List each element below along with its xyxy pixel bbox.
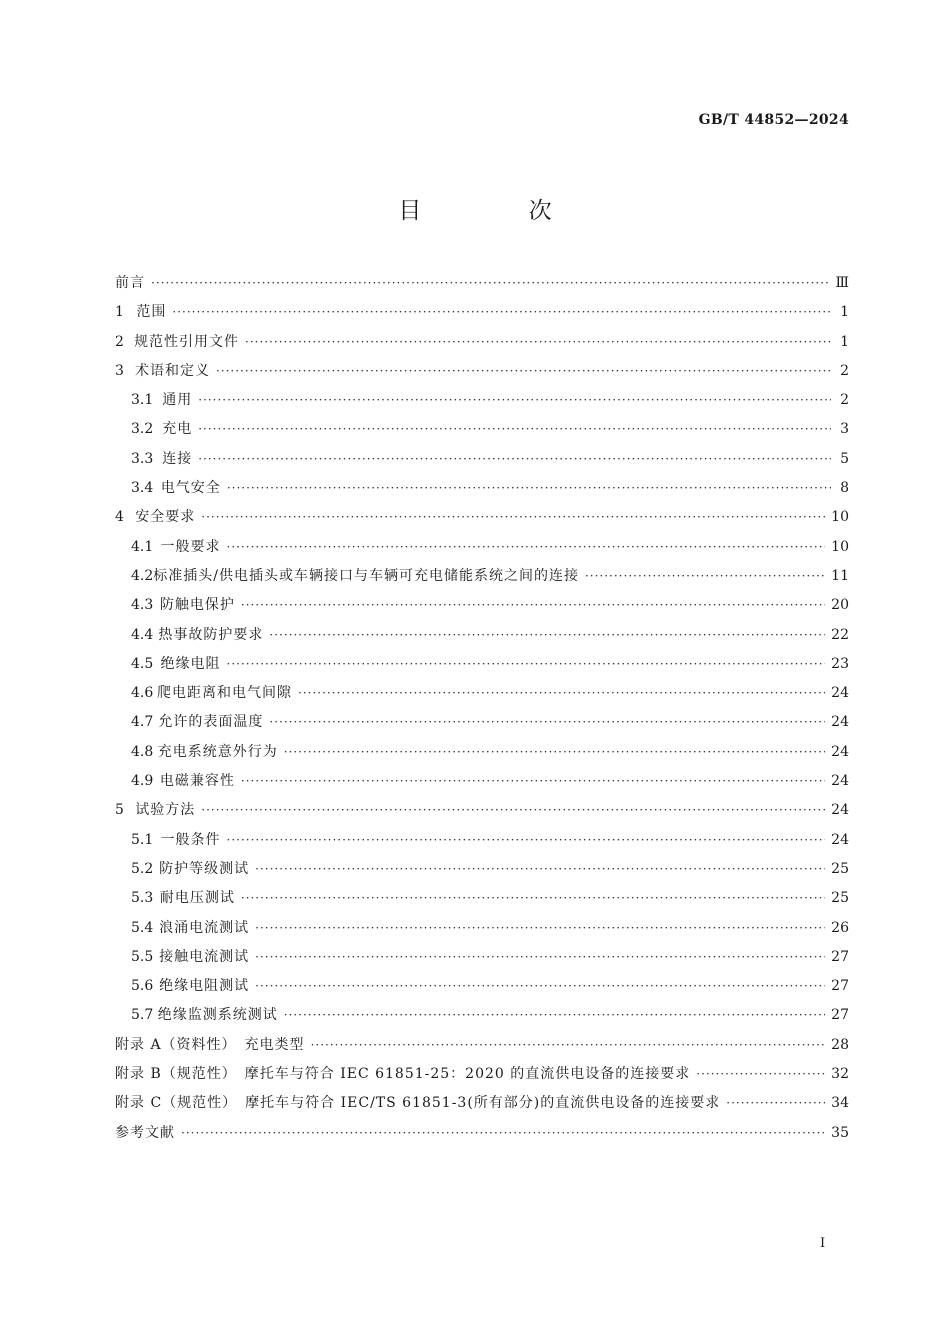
toc-entry-label: 防护等级测试 [159,860,250,877]
toc-entry-number: 4.3 [131,597,154,614]
toc-entry[interactable] [115,767,849,796]
toc-entry[interactable] [115,562,849,591]
toc-entry[interactable] [115,533,849,562]
toc-entry[interactable] [115,1001,849,1030]
toc-entry-page: 27 [831,948,849,965]
toc-leader-dots [311,1031,826,1060]
toc-entry-page: Ⅲ [835,275,849,291]
toc-entry[interactable] [115,621,849,650]
toc-entry-number: 5 [115,802,124,819]
toc-entry-number: 4 [115,509,124,526]
toc-entry-number: 5.4 [131,919,154,936]
toc-entry-label: 前言 [115,275,145,291]
page-title: 目 次 [398,198,602,224]
toc-entry-number: 5.6 [131,978,154,995]
toc-entry-label: 耐电压测试 [159,890,235,907]
toc-leader-dots [241,767,825,796]
toc-entry-label: 一般条件 [160,831,221,848]
toc-entry[interactable] [115,415,849,444]
toc-entry-label: 附录 B（规范性） 摩托车与符合 IEC 61851-25：2020 的直流供电设备的连接要求 [115,1066,691,1083]
toc-entry[interactable] [115,826,849,855]
toc-entry[interactable] [115,328,849,357]
toc-entry[interactable] [115,679,849,708]
toc-entry[interactable] [115,796,849,825]
toc-entry-page: 10 [831,538,849,555]
toc-entry-label: 试验方法 [135,802,196,819]
toc-entry-label: 充电系统意外行为 [157,743,278,760]
toc-entry-label: 热事故防护要求 [158,626,264,643]
toc-entry-page: 25 [831,860,849,877]
toc-entry-label: 绝缘监测系统测试 [157,1007,278,1024]
toc-entry[interactable] [115,738,849,767]
toc-entry-page: 2 [840,362,849,379]
toc-entry[interactable] [115,357,849,386]
toc-leader-dots [585,562,825,591]
toc-entry-page: 35 [831,1124,849,1141]
toc-entry-label: 电气安全 [160,480,221,497]
toc-entry-number: 5.3 [131,890,154,907]
toc-entry-page: 24 [831,743,849,760]
toc-entry-number: 4.4 [131,626,154,643]
toc-entry-label: 绝缘电阻 [160,655,221,672]
toc-entry-label: 安全要求 [135,509,196,526]
toc-entry-page: 1 [840,304,849,321]
toc-leader-dots [227,650,826,679]
toc-entry-number: 4.5 [131,655,154,672]
toc-entry-label: 范围 [136,304,167,321]
toc-entry-page: 24 [831,831,849,848]
toc-leader-dots [198,445,831,474]
toc-entry-page: 11 [831,567,849,584]
toc-leader-dots [241,591,825,620]
toc-entry-number: 1 [115,304,124,321]
toc-entry[interactable] [115,1089,849,1118]
toc-entry-number: 4.9 [131,773,154,790]
toc-entry[interactable] [115,1060,849,1089]
toc-leader-dots [216,357,831,386]
toc-leader-dots [198,415,831,444]
toc-entry[interactable] [115,650,849,679]
toc-entry-number: 3.1 [131,392,154,409]
toc-entry-number: 3.3 [131,450,154,467]
toc-entry-label: 附录 A（资料性） 充电类型 [115,1036,305,1053]
toc-entry-page: 25 [831,890,849,907]
toc-leader-dots [201,503,825,532]
toc-entry-label: 绝缘电阻测试 [159,978,250,995]
toc-entry-label: 参考文献 [115,1124,175,1141]
toc-entry-number: 3.2 [131,421,154,438]
toc-entry-page: 24 [831,685,849,702]
toc-entry-number: 3.4 [131,480,154,497]
toc-entry[interactable] [115,298,849,327]
toc-entry-label: 标准插头/供电插头或车辆接口与车辆可充电储能系统之间的连接 [153,567,579,584]
toc-leader-dots [151,269,829,298]
toc-leader-dots [726,1089,825,1118]
toc-entry-page: 32 [831,1066,849,1083]
toc-leader-dots [696,1060,825,1089]
toc-entry-label: 规范性引用文件 [134,333,240,350]
toc-entry-page: 26 [831,919,849,936]
toc-entry-label: 电磁兼容性 [159,773,235,790]
toc-entry-label: 充电 [162,421,193,438]
toc-leader-dots [255,972,825,1001]
toc-entry-page: 24 [831,802,849,819]
toc-entry-number: 4.1 [131,538,154,555]
toc-entry[interactable] [115,855,849,884]
toc-entry[interactable] [115,445,849,474]
toc-entry-label: 接触电流测试 [159,948,250,965]
toc-entry-label: 附录 C（规范性） 摩托车与符合 IEC/TS 61851-3(所有部分)的直流供电设备的连接要求 [115,1095,721,1112]
toc-leader-dots [255,943,825,972]
toc-leader-dots [227,533,826,562]
toc-leader-dots [255,855,825,884]
toc-entry-number: 5.1 [131,831,154,848]
toc-entry-label: 通用 [162,392,193,409]
toc-entry[interactable] [115,914,849,943]
toc-leader-dots [181,1119,825,1148]
toc-entry[interactable] [115,884,849,913]
toc-entry[interactable] [115,1119,849,1148]
toc-entry-page: 23 [831,655,849,672]
toc-entry-page: 22 [831,626,849,643]
toc-leader-dots [198,386,831,415]
toc-entry[interactable] [115,943,849,972]
toc-entry[interactable] [115,591,849,620]
toc-entry-page: 10 [831,509,849,526]
toc-entry-page: 8 [840,480,849,497]
toc-leader-dots [284,1001,825,1030]
toc-entry-page: 27 [831,978,849,995]
toc-entry[interactable] [115,474,849,503]
toc-leader-dots [227,826,826,855]
toc-entry-page: 34 [831,1095,849,1112]
toc-leader-dots [201,796,825,825]
toc-leader-dots [269,621,825,650]
toc-entry[interactable] [115,503,849,532]
toc-entry-page: 28 [831,1036,849,1053]
toc-entry[interactable] [115,386,849,415]
toc-entry-number: 5.5 [131,948,154,965]
toc-entry-number: 4.8 [131,743,154,760]
toc-entry[interactable] [115,269,849,298]
toc-entry-label: 术语和定义 [134,362,210,379]
toc-entry-page: 27 [831,1007,849,1024]
toc-entry-page: 2 [840,392,849,409]
toc-entry-label: 爬电距离和电气间隙 [157,685,292,702]
toc-leader-dots [284,738,825,767]
toc-entry-number: 5.7 [131,1007,154,1024]
toc-entry-number: 2 [115,333,124,350]
toc-entry-page: 24 [831,773,849,790]
toc-entry-label: 浪涌电流测试 [159,919,250,936]
toc-entry-number: 4.2 [131,567,154,584]
toc-entry-page: 5 [840,450,849,467]
toc-entry-number: 4.6 [131,685,154,702]
toc-leader-dots [172,298,831,327]
toc-entry-label: 防触电保护 [159,597,235,614]
toc-entry-page: 3 [840,421,849,438]
toc-entry-number: 3 [115,362,124,379]
toc-entry-number: 4.7 [131,714,154,731]
toc-entry-label: 允许的表面温度 [158,714,264,731]
toc-leader-dots [255,914,825,943]
standard-code: GB/T 44852—2024 [698,112,849,128]
toc-entry[interactable] [115,972,849,1001]
toc-entry[interactable] [115,1031,849,1060]
toc-entry[interactable] [115,708,849,737]
toc-entry-number: 5.2 [131,860,154,877]
toc-entry-page: 20 [831,597,849,614]
toc-leader-dots [227,474,831,503]
toc-leader-dots [245,328,831,357]
page-footer-number: I [820,1236,826,1251]
toc-leader-dots [269,708,825,737]
toc-entry-page: 1 [840,333,849,350]
toc-entry-label: 一般要求 [160,538,221,555]
table-of-contents [115,269,849,1148]
toc-leader-dots [298,679,825,708]
toc-entry-page: 24 [831,714,849,731]
toc-leader-dots [241,884,825,913]
toc-entry-label: 连接 [162,450,193,467]
